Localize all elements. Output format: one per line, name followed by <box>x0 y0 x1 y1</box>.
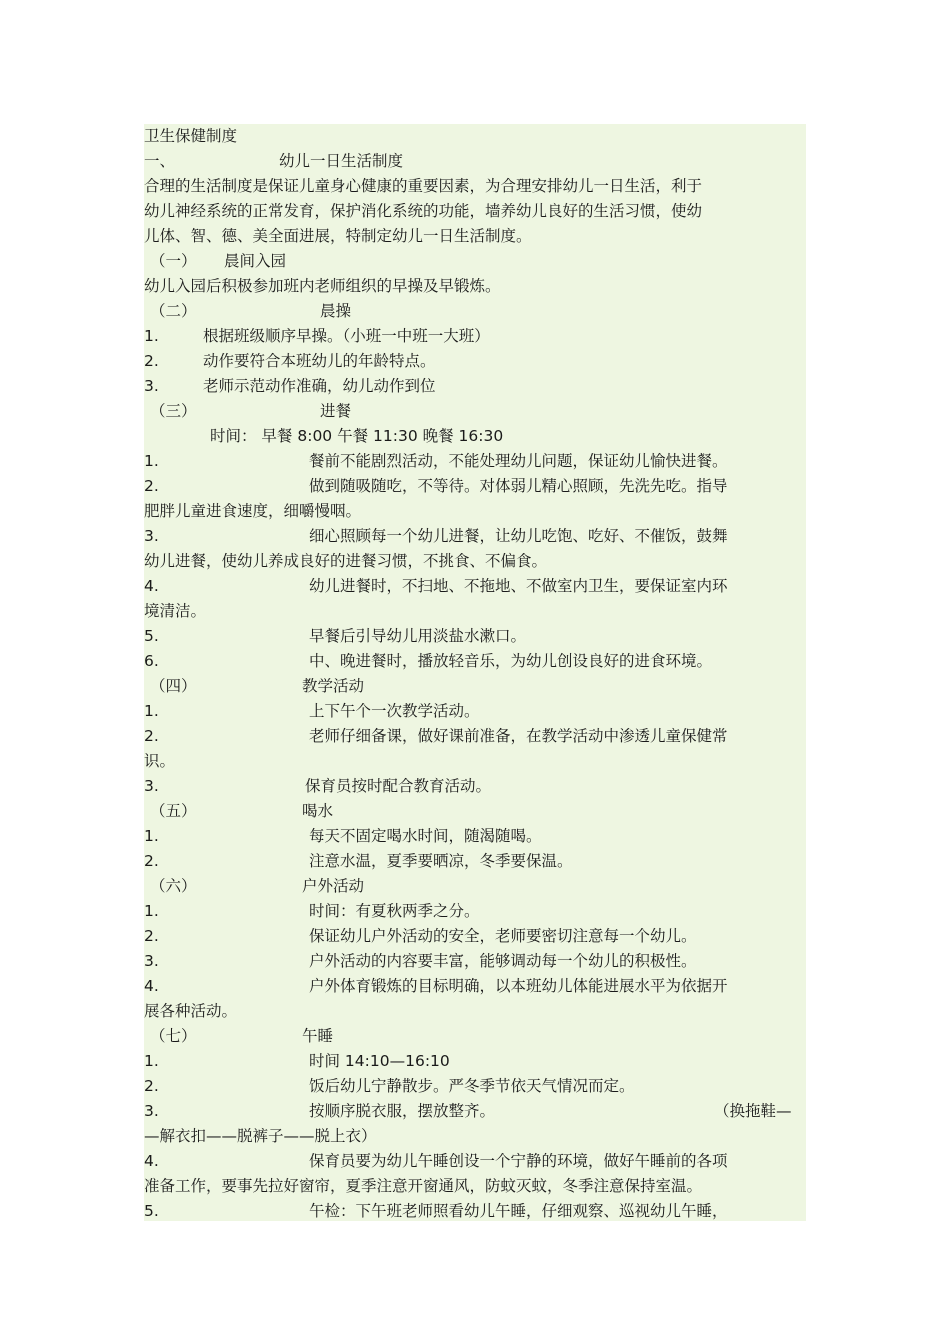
part-title: 幼儿一日生活制度 <box>279 152 404 170</box>
part-number: 一、 <box>144 152 176 170</box>
list-item-note: （换拖鞋— <box>714 1102 792 1120</box>
document-page: 卫生保健制度 一、 幼儿一日生活制度 合理的生活制度是保证儿童身心健康的重要因素，为合理安排幼儿一日生活，利于 幼儿神经系统的正常发育，保护消化系统的功能，墙养幼儿良好的生活习惯，使幼 儿体、智、德、美全面进展，特制定幼儿一日生活制度。 （一） 晨间入园 幼儿入园后积极参加班内老师组织的早操及早锻炼。 （二） 晨操 1. 根据班级顺序早操。（小班一中班一大班） 2. 动作要符合本班幼儿的年龄特点。 3. 老师示范动作准确，幼儿动作到位 （三） 进餐 时间： 早餐 8:00 午餐 11:30 晚餐 16:30 1. 餐前不能剧烈活动，不能处理幼儿问题，保证幼儿愉快进餐。 2. 做到随吸随吃，不等待。对体弱儿精心照顾，先洗先吃。指导 肥胖儿童进食速度，细嚼慢咽。 3. 细心照顾每一个幼儿进餐，让幼儿吃饱、吃好、不催饭，鼓舞 幼儿进餐，使幼儿养成良好的进餐习惯，不挑食、不偏食。 4. 幼儿进餐时，不扫地、不拖地、不做室内卫生，要保证室内环 境清洁。 5. 早餐后引导幼儿用淡盐水漱口。 6. 中、晚进餐时，播放轻音乐，为幼儿创设良好的进食环境。 （四） 教学活动 1. 上下午个一次教学活动。 2. 老师仔细备课，做好课前准备，在教学活动中渗透儿童保健常 识。 3. 保育员按时配合教育活动。 （五） 喝水 1. 每天不固定喝水时间，随渴随喝。 2. 注意水温，夏季要晒凉，冬季要保温。 （六） 户外活动 1. 时间：有夏秋两季之分。 2. 保证幼儿户外活动的安全，老师要密切注意每一个幼儿。 3. 户外活动的内容要丰富，能够调动每一个幼儿的积极性。 4. 户外体育锻炼的目标明确，以本班幼儿体能进展水平为依据开 展各种活动。 （七） 午睡 1. 时间 14:10—16:10 2. 饭后幼儿宁静散步。严冬季节依天气情况而定。 3. 按顺序脱衣服，摆放整齐。 （换拖鞋— —解衣扣——脱裤子——脱上衣） 4. 保育员要为幼儿午睡创设一个宁静的环境，做好午睡前的各项 准备工作，要事先拉好窗帘，夏季注意开窗通风，防蚊灭蚊，冬季注意保持室温。 5. 午检：下午班老师照看幼儿午睡，仔细观察、巡视幼儿午睡， <box>144 124 806 1221</box>
